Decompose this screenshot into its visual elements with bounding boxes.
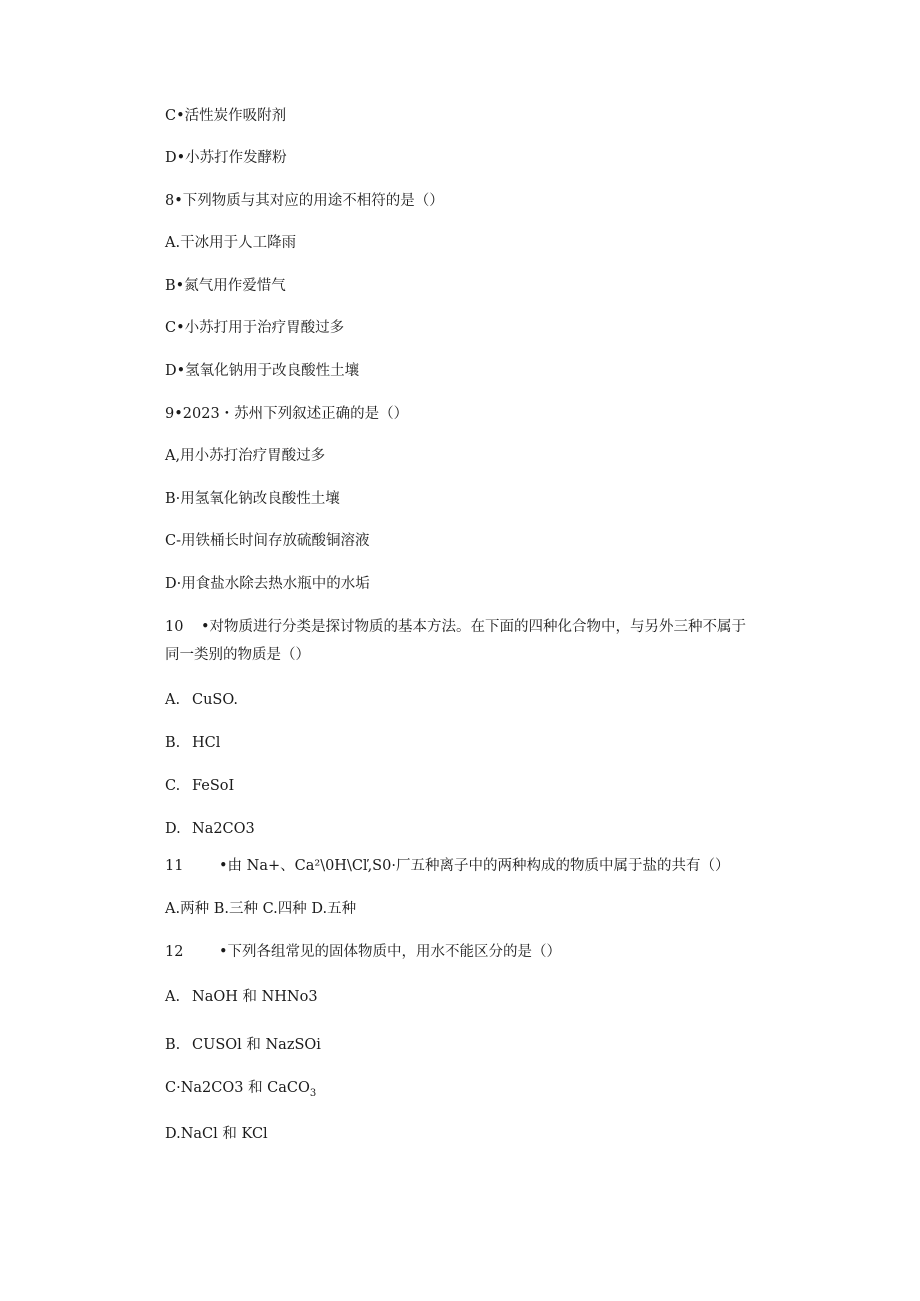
q9-option-c: C-用铁桶长时间存放硫酸铜溶液 [165, 533, 370, 549]
q12-option-d: D.NaCl 和 KCl [165, 1126, 268, 1142]
q8-option-b: B•氮气用作爱惜气 [165, 278, 286, 294]
q10-option-b-letter: B. [165, 735, 181, 751]
q9-option-a: A,用小苏打治疗胃酸过多 [165, 448, 326, 464]
q10-option-d [165, 819, 255, 839]
q10-option-d-letter: D. [165, 821, 181, 837]
q9-stem: 9•2023・苏州下列叙述正确的是（） [165, 406, 409, 422]
q7-option-d: D•小苏打作发酵粉 [165, 150, 287, 166]
q12-option-c [165, 1078, 316, 1104]
q12-option-c-subscript: 3 [309, 1087, 317, 1099]
q10-option-c-letter: C. [165, 778, 181, 794]
q10-stem-line2: 同一类别的物质是（） [165, 647, 310, 663]
q10-option-a-text: CuSO. [192, 692, 239, 708]
q8-option-a: A.干冰用于人工降雨 [165, 235, 297, 251]
q12-number: 12 [165, 944, 184, 960]
q8-option-d: D•氢氧化钠用于改良酸性土壤 [165, 363, 360, 379]
q10-number: 10 [165, 619, 184, 635]
q9-option-d: D·用食盐水除去热水瓶中的水垢 [165, 576, 370, 592]
q7-option-c: C•活性炭作吸附剂 [165, 108, 287, 124]
q12-option-b-letter: B. [165, 1037, 181, 1053]
q12-option-a-letter: A. [165, 989, 181, 1005]
q10-stem-text: •对物质进行分类是探讨物质的基本方法。在下面的四种化合物中，与另外三种不属于 [201, 619, 747, 635]
q12-stem-text: •下列各组常见的固体物质中，用水不能区分的是（） [219, 944, 562, 960]
q11-number: 11 [165, 858, 184, 874]
q12-option-c-text: C·Na2CO3 和 CaCO [165, 1080, 310, 1096]
q11-stem [165, 856, 729, 876]
q8-option-c: C•小苏打用于治疗胃酸过多 [165, 320, 345, 336]
q10-stem-line1 [165, 617, 746, 637]
q9-option-b: B·用氢氧化钠改良酸性土壤 [165, 491, 340, 507]
q12-option-b [165, 1035, 321, 1055]
q10-option-a [165, 690, 238, 710]
q12-option-a [165, 987, 318, 1007]
q10-option-c [165, 776, 234, 796]
q11-options: A.两种 B.三种 C.四种 D.五种 [165, 901, 357, 917]
q12-stem [165, 942, 561, 962]
q8-stem: 8•下列物质与其对应的用途不相符的是（） [165, 193, 444, 209]
q12-option-a-text: NaOH 和 NHNo3 [192, 989, 318, 1005]
q10-option-b-text: HCl [192, 735, 221, 751]
q10-option-c-text: FeSoI [192, 778, 235, 794]
q10-option-b [165, 733, 220, 753]
q12-option-b-text: CUSOl 和 NazSOi [192, 1037, 321, 1053]
q11-stem-text: •由 Na+、Ca²\0H\Cľ,S0·厂五种离子中的两种构成的物质中属于盐的共有（） [219, 858, 730, 874]
q10-option-d-text: Na2CO3 [192, 821, 255, 837]
q10-option-a-letter: A. [165, 692, 181, 708]
